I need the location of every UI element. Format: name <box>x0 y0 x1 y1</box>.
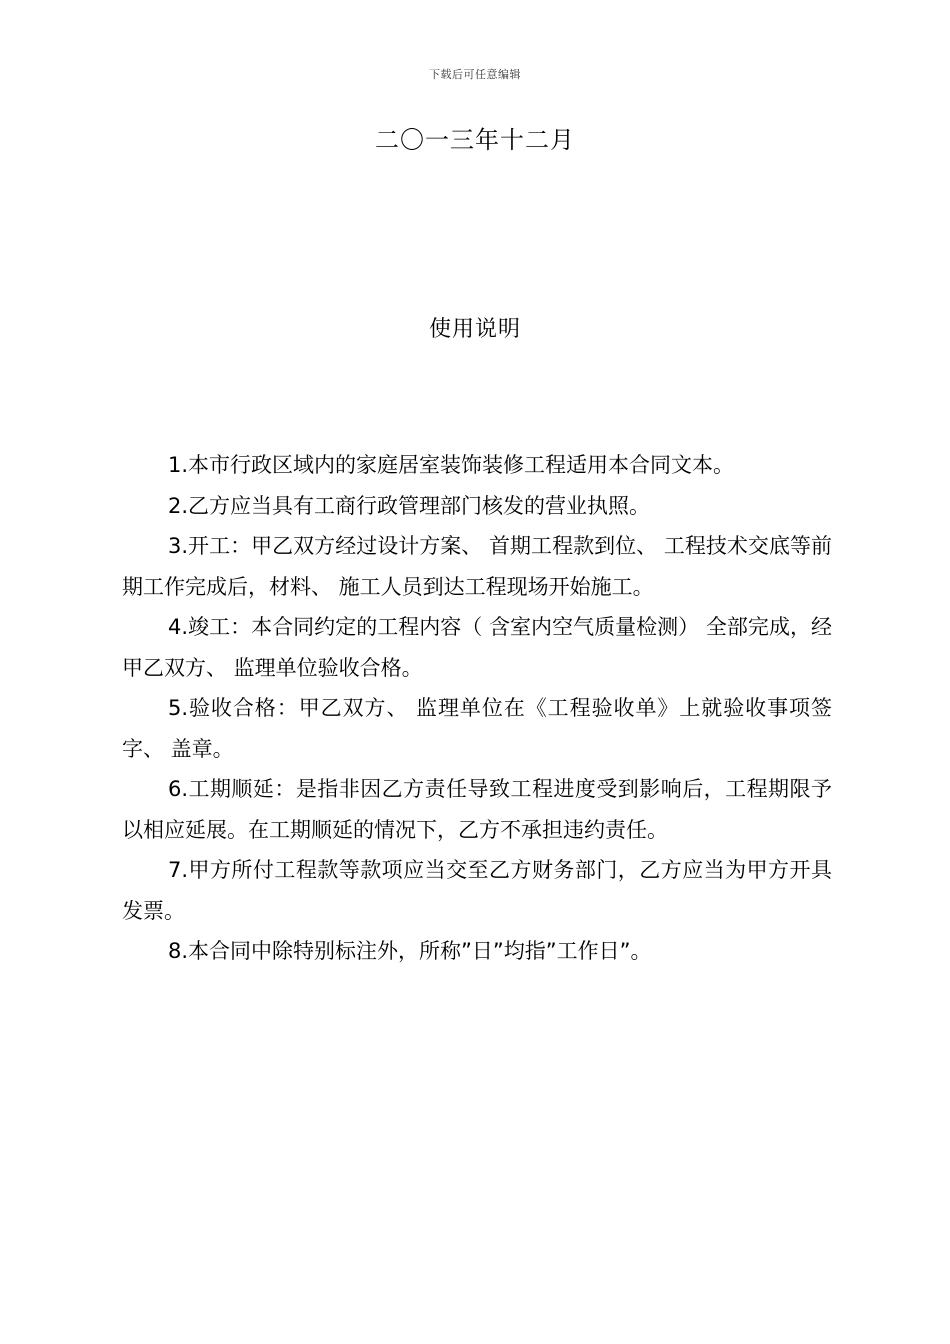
instruction-item-3: 3.开工：甲乙双方经过设计方案、 首期工程款到位、 工程技术交底等前期工作完成后，材料、 施工人员到达工程现场开始施工。 <box>122 534 832 599</box>
instruction-item-4: 4.竣工：本合同约定的工程内容（ 含室内空气质量检测） 全部完成，经甲乙双方、 监理单位验收合格。 <box>122 615 832 680</box>
instruction-item-7: 7.甲方所付工程款等款项应当交至乙方财务部门，乙方应当为甲方开具发票。 <box>122 858 832 923</box>
instructions-list <box>122 445 832 972</box>
instruction-item-5: 5.验收合格：甲乙双方、 监理单位在《工程验收单》上就验收事项签字、 盖章。 <box>122 696 832 761</box>
instruction-item-1: 1.本市行政区域内的家庭居室装饰装修工程适用本合同文本。 <box>168 453 735 477</box>
instruction-item-8: 8.本合同中除特别标注外，所称”日”均指”工作日”。 <box>168 939 652 963</box>
instruction-item-2: 2.乙方应当具有工商行政管理部门核发的营业执照。 <box>168 493 651 518</box>
document-date: 二〇一三年十二月 <box>375 126 575 154</box>
instructions-title: 使用说明 <box>428 317 521 342</box>
instruction-item-6: 6.工期顺延：是指非因乙方责任导致工程进度受到影响后，工程期限予以相应延展。在工期顺延的情况下，乙方不承担违约责任。 <box>122 777 832 842</box>
download-note: 下载后可任意编辑 <box>429 68 521 81</box>
